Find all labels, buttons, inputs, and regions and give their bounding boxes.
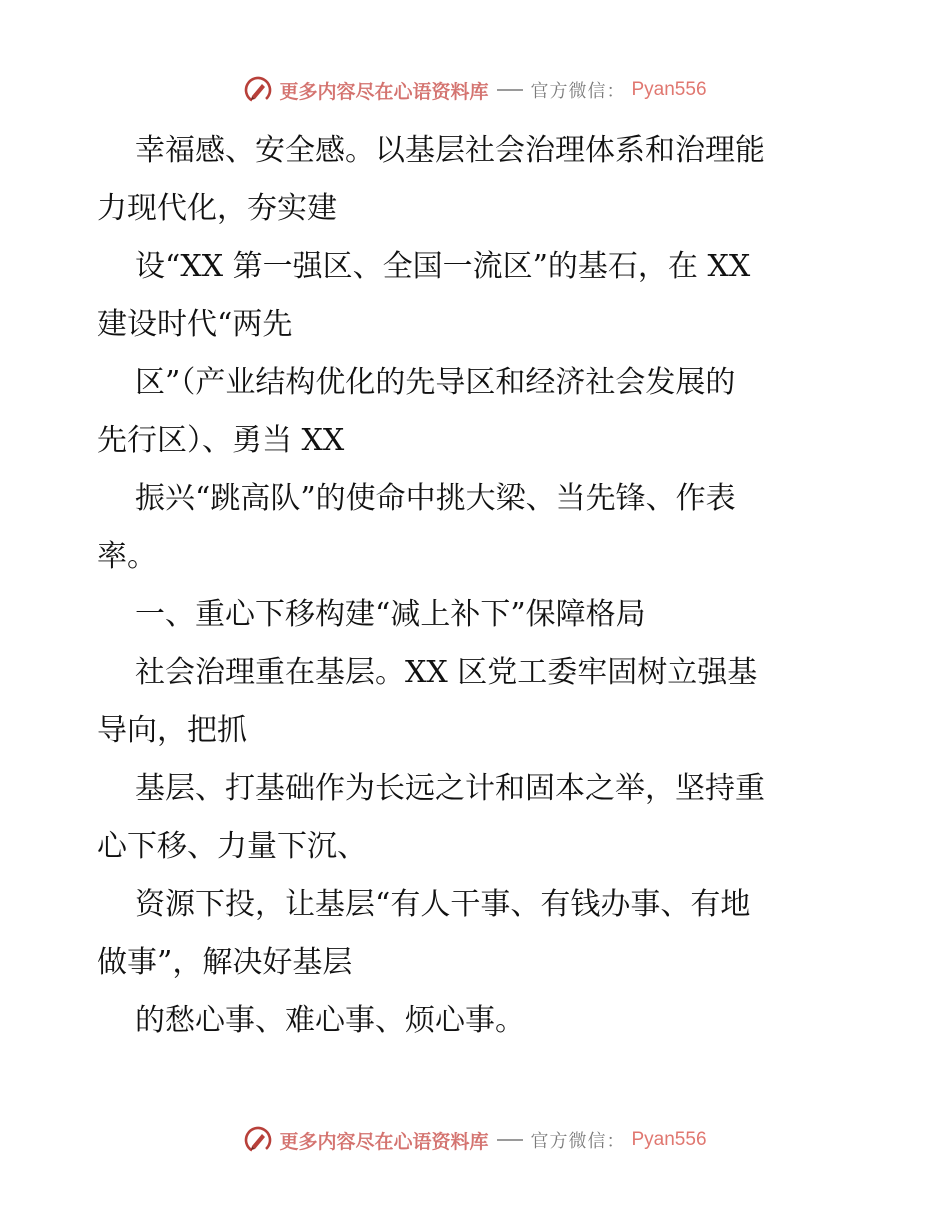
body-line: 设“XX 第一强区、全国一流区”的基石，在 XX xyxy=(135,249,751,284)
banner-main-text: 更多内容尽在心语资料库 xyxy=(279,81,489,103)
body-line: 率。 xyxy=(97,539,157,574)
footer-banner xyxy=(0,1120,950,1160)
section-heading: 一、重心下移构建“减上补下”保障格局 xyxy=(135,597,646,632)
body-line: 心下移、力量下沉、 xyxy=(97,829,367,864)
body-line: 基层、打基础作为长远之计和固本之举，坚持重 xyxy=(135,771,765,806)
body-line: 区”（产业结构优化的先导区和经济社会发展的 xyxy=(135,365,736,400)
body-line: 社会治理重在基层。XX 区党工委牢固树立强基 xyxy=(135,655,758,690)
body-line: 幸福感、安全感。以基层社会治理体系和治理能 xyxy=(135,133,765,168)
banner-wechat-id: Pyan556 xyxy=(631,1129,707,1150)
banner-main-text: 更多内容尽在心语资料库 xyxy=(279,1131,489,1153)
banner-wechat-label: 官方微信： xyxy=(530,1131,626,1152)
body-line: 的愁心事、难心事、烦心事。 xyxy=(135,1003,525,1038)
body-line: 先行区）、勇当 XX xyxy=(97,423,345,458)
banner-wechat-label: 官方微信： xyxy=(530,81,626,102)
banner-dash xyxy=(497,89,523,91)
pen-logo-icon xyxy=(243,75,273,105)
body-line: 振兴“跳高队”的使命中挑大梁、当先锋、作表 xyxy=(135,481,736,516)
body-line: 做事”，解决好基层 xyxy=(97,945,353,980)
pen-logo-icon xyxy=(243,1125,273,1155)
document-body xyxy=(97,122,857,1050)
body-line: 导向，把抓 xyxy=(97,713,247,748)
banner-dash xyxy=(497,1139,523,1141)
body-line: 力现代化，夯实建 xyxy=(97,191,337,226)
banner-wechat-id: Pyan556 xyxy=(631,79,707,100)
header-banner xyxy=(0,70,950,110)
body-line: 资源下投，让基层“有人干事、有钱办事、有地 xyxy=(135,887,751,922)
body-line: 建设时代“两先 xyxy=(97,307,293,342)
